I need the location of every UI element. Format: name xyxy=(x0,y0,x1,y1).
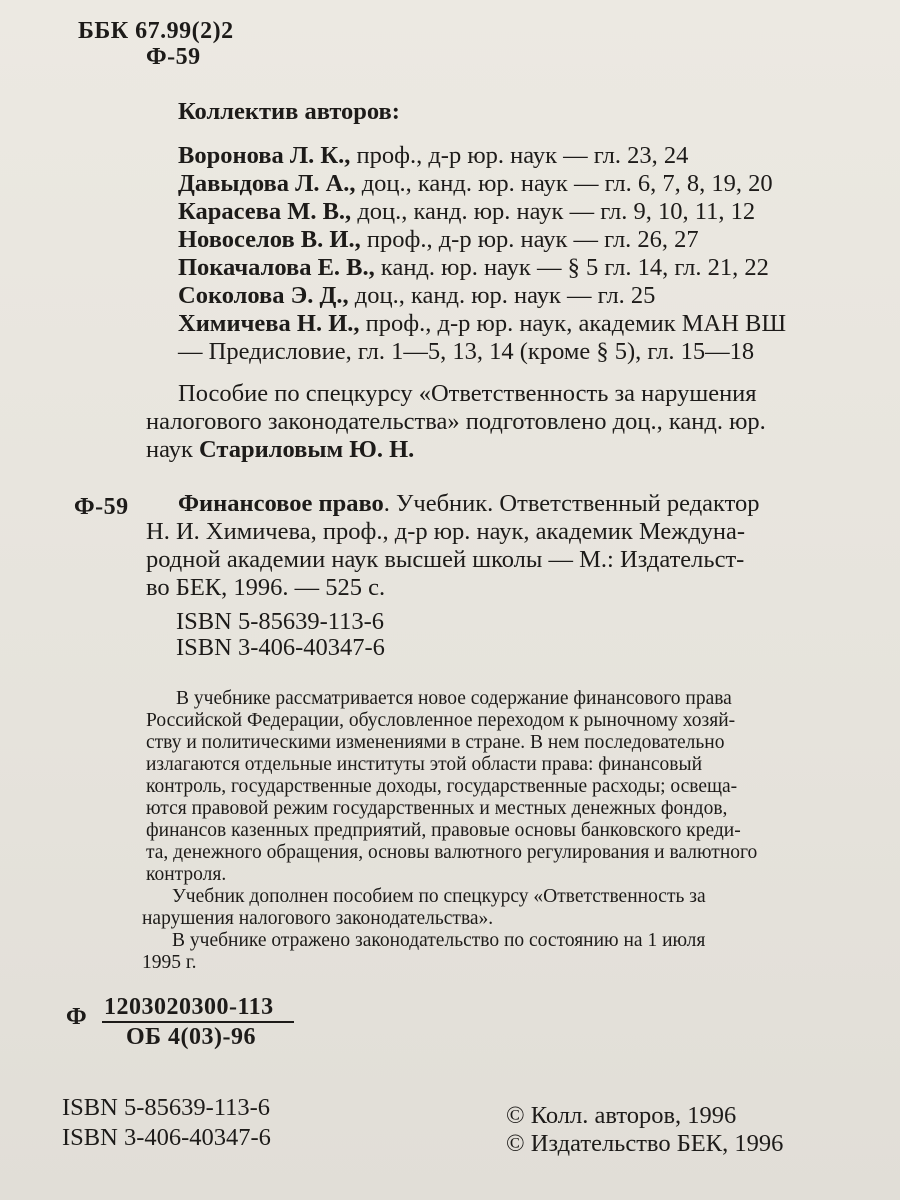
author-name: Воронова Л. К., xyxy=(178,142,351,169)
authors-heading: Коллектив авторов: xyxy=(178,98,400,125)
book-title: Финансовое право xyxy=(178,490,384,517)
annotation-line: ются правовой режим государственных и местных денежных фондов, xyxy=(146,798,728,819)
annotation-line: излагаются отдельные институты этой области права: финансовый xyxy=(146,754,703,775)
copyright-line: © Издательство БЕК, 1996 xyxy=(506,1130,784,1157)
author-index-code: Ф-59 xyxy=(146,44,201,70)
annotation-line: нарушения налогового законодательства». xyxy=(142,908,494,929)
citation-isbn: ISBN 5-85639-113-6 xyxy=(176,608,385,635)
citation-index-code: Ф-59 xyxy=(74,494,129,520)
annotation-line: 1995 г. xyxy=(142,952,197,973)
annotation-line: ству и политическими изменениями в стране. В нем последовательно xyxy=(146,732,725,753)
author-line xyxy=(178,310,786,338)
citation-line: во БЕК, 1996. — 525 с. xyxy=(146,574,386,601)
author-details: проф., д-р юр. наук, академик МАН ВШ xyxy=(359,310,787,337)
author-continuation: — Предисловие, гл. 1—5, 13, 14 (кроме § 5), гл. 15—18 xyxy=(178,338,755,365)
code-letter: Ф xyxy=(66,1004,88,1030)
author-name: Соколова Э. Д., xyxy=(178,282,349,309)
annotation-line: финансов казенных предприятий, правовые основы банковского креди- xyxy=(146,820,741,841)
author-details: канд. юр. наук — § 5 гл. 14, гл. 21, 22 xyxy=(374,254,769,281)
footer-isbn: ISBN 3-406-40347-6 xyxy=(62,1124,271,1151)
footer-isbn: ISBN 5-85639-113-6 xyxy=(62,1094,271,1121)
course-note-text: наук xyxy=(146,436,200,463)
annotation-line: та, денежного обращения, основы валютного регулирования и валютного xyxy=(146,842,758,863)
author-name: Химичева Н. И., xyxy=(178,310,360,337)
annotation-line: контроль, государственные доходы, государственные расходы; освеща- xyxy=(146,776,738,797)
annotation-line: контроля. xyxy=(146,864,227,885)
annotation-line: Российской Федерации, обусловленное переходом к рыночному хозяй- xyxy=(146,710,736,731)
citation-isbn: ISBN 3-406-40347-6 xyxy=(176,634,385,661)
citation-line xyxy=(178,490,760,518)
author-name: Покачалова Е. В., xyxy=(178,254,375,281)
author-details: проф., д-р юр. наук — гл. 26, 27 xyxy=(360,226,699,253)
course-note-line xyxy=(146,436,414,464)
author-line xyxy=(178,142,688,170)
author-details: доц., канд. юр. наук — гл. 6, 7, 8, 19, 20 xyxy=(355,170,773,197)
author-details: доц., канд. юр. наук — гл. 9, 10, 11, 12 xyxy=(351,198,756,225)
bbk-classification: ББК 67.99(2)2 xyxy=(78,18,234,44)
author-line xyxy=(178,282,655,310)
course-author-name: Стариловым Ю. Н. xyxy=(199,436,415,463)
author-line xyxy=(178,198,755,226)
author-details: доц., канд. юр. наук — гл. 25 xyxy=(348,282,656,309)
author-name: Карасева М. В., xyxy=(178,198,352,225)
citation-line: родной академии наук высшей школы — М.: Издательст- xyxy=(146,546,745,573)
author-name: Новоселов В. И., xyxy=(178,226,361,253)
fraction-rule xyxy=(102,1021,294,1023)
author-name: Давыдова Л. А., xyxy=(178,170,356,197)
code-numerator: 1203020300-113 xyxy=(104,994,274,1020)
author-line xyxy=(178,254,769,282)
copyright-line: © Колл. авторов, 1996 xyxy=(506,1102,737,1129)
course-note-line: налогового законодательства» подготовлено доц., канд. юр. xyxy=(146,408,766,435)
author-line xyxy=(178,226,699,254)
annotation-line: Учебник дополнен пособием по спецкурсу «Ответственность за xyxy=(172,886,706,907)
annotation-line: В учебнике отражено законодательство по состоянию на 1 июля xyxy=(172,930,706,951)
annotation-line: В учебнике рассматривается новое содержание финансового права xyxy=(176,688,732,709)
author-line xyxy=(178,170,773,198)
code-denominator: ОБ 4(03)-96 xyxy=(126,1024,257,1050)
citation-line: Н. И. Химичева, проф., д-р юр. наук, академик Междуна- xyxy=(146,518,746,545)
author-details: проф., д-р юр. наук — гл. 23, 24 xyxy=(350,142,689,169)
citation-text: . Учебник. Ответственный редактор xyxy=(383,490,760,517)
course-note-line: Пособие по спецкурсу «Ответственность за нарушения xyxy=(178,380,757,407)
